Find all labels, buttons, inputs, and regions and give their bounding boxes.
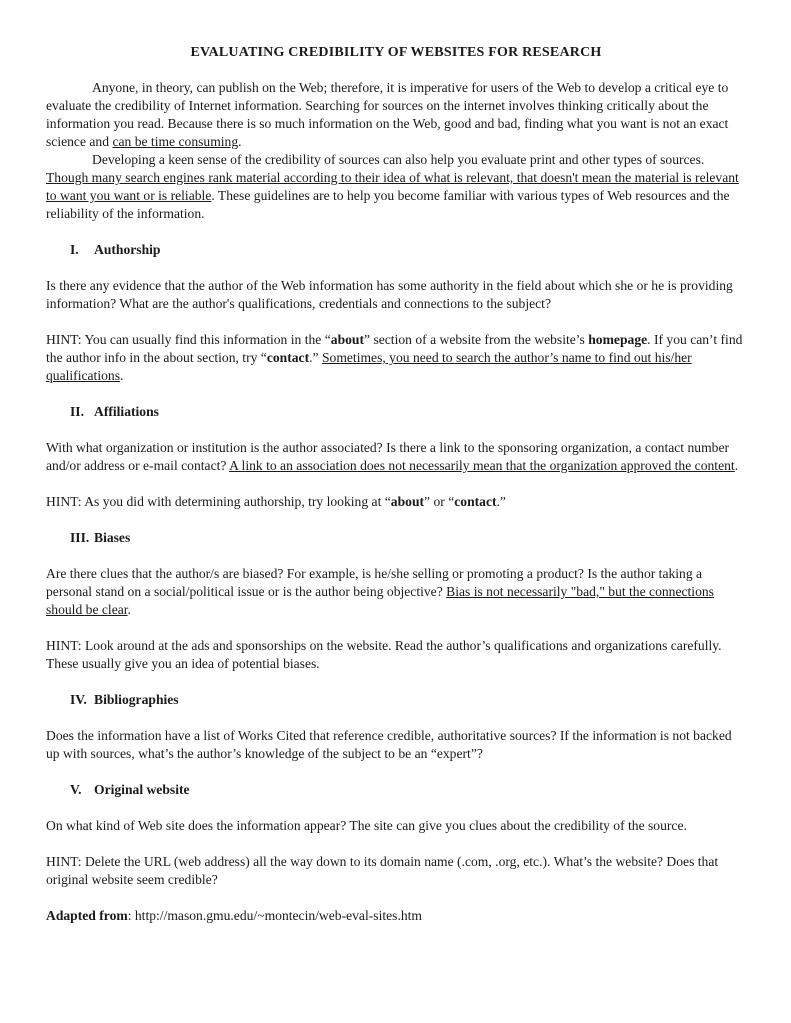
section-heading-bibliographies <box>70 691 746 709</box>
section-title: Affiliations <box>94 404 159 419</box>
hint-text: HINT: You can usually find this information in the “ <box>46 332 331 347</box>
section-hint <box>46 493 746 511</box>
section-body: Does the information have a list of Works Cited that reference credible, authoritative sources? If the information is not backed up with sources, what’s the author’s knowledge of the subject to be an “expert”? <box>46 728 732 761</box>
intro-underline: Though many search engines rank material according to their idea of what is relevant, that doesn't mean the material is relevant to want you want or is reliable <box>46 170 739 203</box>
hint-text: ” or “ <box>424 494 455 509</box>
section-body: On what kind of Web site does the information appear? The site can give you clues about the credibility of the source. <box>46 818 687 833</box>
document-page <box>46 44 746 925</box>
section-title: Authorship <box>94 242 161 257</box>
section-body <box>46 565 746 619</box>
hint-underline: Sometimes, you need to search the author’s name to find out his/her qualifications <box>46 350 692 383</box>
citation-url: : http://mason.gmu.edu/~montecin/web-eval-sites.htm <box>127 908 422 923</box>
section-number: V. <box>70 782 82 797</box>
section-title: Bibliographies <box>94 692 179 707</box>
hint-text: .” <box>309 350 322 365</box>
section-title: Biases <box>94 530 131 545</box>
source-citation <box>46 907 746 925</box>
section-number: III. <box>70 530 90 545</box>
section-number: II. <box>70 404 84 419</box>
body-punct: . <box>734 458 739 473</box>
section-number: IV. <box>70 692 87 707</box>
intro-underline: can be time consuming <box>112 134 239 149</box>
intro-paragraph-1 <box>46 79 746 151</box>
body-text: Are there clues that the author/s are biased? For example, is he/she selling or promoting a product? Is the author taking a personal stand on a social/political issue or is the author being objective? <box>46 566 703 599</box>
hint-text: . If you can’t find the author info in the about section, try “ <box>46 332 743 365</box>
intro-text: Developing a keen sense of the credibility of sources can also help you evaluate print and other types of sources. <box>92 152 705 167</box>
section-number: I. <box>70 242 79 257</box>
hint-bold: homepage <box>588 332 648 347</box>
body-underline: A link to an association does not necessarily mean that the organization approved the content <box>229 458 735 473</box>
page-title: EVALUATING CREDIBILITY OF WEBSITES FOR RESEARCH <box>190 45 602 60</box>
body-punct: . <box>127 602 131 617</box>
hint-text: .” <box>496 494 506 509</box>
section-hint: HINT: Delete the URL (web address) all the way down to its domain name (.com, .org, etc.). What’s the website? Does that original website seem credible? <box>46 854 719 887</box>
body-underline: Bias is not necessarily "bad," but the connections should be clear <box>46 584 714 617</box>
section-heading-authorship <box>70 241 746 259</box>
section-body <box>46 439 746 475</box>
hint-bold: about <box>330 332 365 347</box>
section-heading-biases <box>70 529 746 547</box>
intro-paragraph-2 <box>46 151 746 223</box>
hint-text: ” section of a website from the website’s <box>364 332 589 347</box>
hint-text: HINT: As you did with determining authorship, try looking at “ <box>46 494 391 509</box>
section-body: Is there any evidence that the author of the Web information has some authority in the field about which she or he is providing information? What are the author's qualifications, credentials and connections to the subject? <box>46 278 733 311</box>
intro-punct: . <box>238 134 242 149</box>
intro-text: . These guidelines are to help you become familiar with various types of Web resources and the reliability of the information. <box>46 188 730 221</box>
hint-punct: . <box>120 368 124 383</box>
body-text: With what organization or institution is the author associated? Is there a link to the sponsoring organization, a contact number and/or address or e-mail contact? <box>46 440 729 473</box>
intro-text: Anyone, in theory, can publish on the Web; therefore, it is imperative for users of the Web to develop a critical eye to evaluate the credibility of Internet information. Searching for sources on the internet involves thinking critically about the information you read. Because there is so much information on the Web, good and bad, finding what you want is not an exact science and <box>46 80 729 149</box>
hint-bold: contact <box>454 494 497 509</box>
section-heading-affiliations <box>70 403 746 421</box>
citation-label: Adapted from <box>46 908 128 923</box>
section-title: Original website <box>94 782 190 797</box>
section-hint <box>46 331 746 385</box>
hint-bold: about <box>390 494 425 509</box>
section-heading-original-website <box>70 781 746 799</box>
section-hint: HINT: Look around at the ads and sponsorships on the website. Read the author’s qualifications and organizations carefully. These usually give you an idea of potential biases. <box>46 638 722 671</box>
hint-bold: contact <box>266 350 310 365</box>
